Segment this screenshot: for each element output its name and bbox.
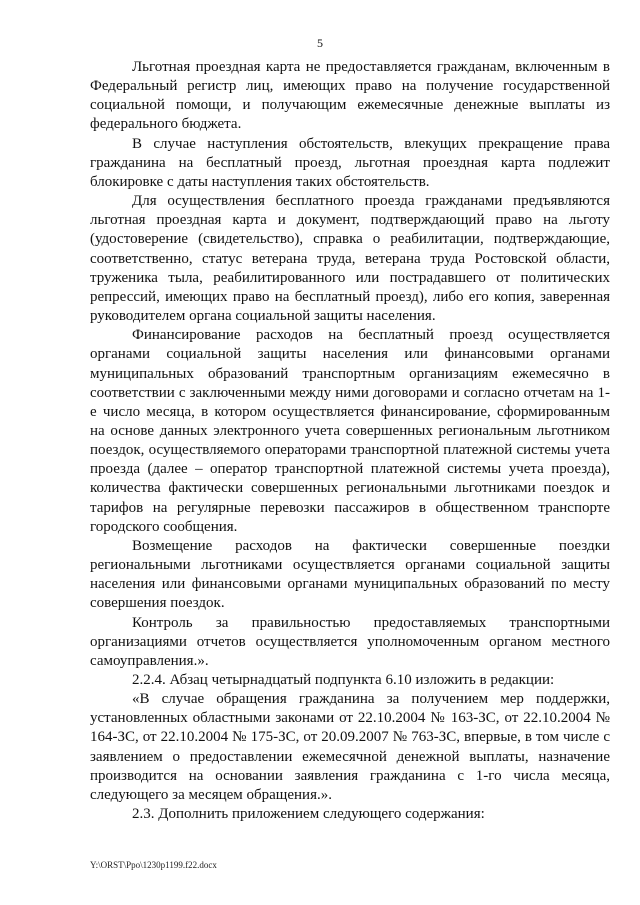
footer-file-path: Y:\ORST\Ppo\1230p1199.f22.docx bbox=[90, 860, 217, 870]
paragraph: Финансирование расходов на бесплатный проезд осуществляется органами социальной защиты населения или финансовыми органами муниципальных образований транспортным организациям ежемесячно в соответствии с заключенными между ними договорами и согласно отчетам на 1-е число месяца, в котором осуществляется финансирование, сформированным на основе данных электронного учета совершенных региональным льготником поездок, осуществляемого операторами транспортной платежной системы учета проезда (далее – оператор транспортной платежной системы учета проезда), количества фактически совершенных региональными льготниками поездок и тарифов на регулярные перевозки пассажиров в общественном транспорте городского сообщения. bbox=[90, 327, 610, 535]
paragraph: Контроль за правильностью предоставляемых транспортными организациями отчетов осуществляется уполномоченным органом местного самоуправления.». bbox=[90, 614, 610, 669]
paragraph: Льготная проездная карта не предоставляется гражданам, включенным в Федеральный регистр лиц, имеющих право на получение государственной социальной помощи, и получающим ежемесячные денежные выплаты из федерального бюджета. bbox=[90, 59, 610, 133]
paragraph: «В случае обращения гражданина за получением мер поддержки, установленных областными законами от 22.10.2004 № 163-ЗС, от 22.10.2004 № 164-ЗС, от 22.10.2004 № 175-ЗС, от 20.09.2007 № 763-ЗС, впервые, в том числе с заявлением о предоставлении ежемесячной денежной выплаты, назначение производится на основании заявления гражданина с 1-го числа месяца, следующего за месяцем обращения.». bbox=[90, 691, 610, 803]
page-number: 5 bbox=[317, 36, 323, 50]
paragraph: 2.3. Дополнить приложением следующего содержания: bbox=[132, 806, 485, 823]
paragraph: 2.2.4. Абзац четырнадцатый подпункта 6.10 изложить в редакции: bbox=[132, 672, 555, 688]
document-body bbox=[90, 58, 610, 824]
paragraph: В случае наступления обстоятельств, влекущих прекращение права гражданина на бесплатный проезд, льготная проездная карта подлежит блокировке с даты наступления таких обстоятельств. bbox=[90, 135, 610, 190]
paragraph: Для осуществления бесплатного проезда гражданами предъявляются льготная проездная карта и документ, подтверждающий право на льготу (удостоверение (свидетельство), справка о реабилитации, подтверждающие, соответственно, статус ветерана труда, ветерана труда Ростовской области, труженика тыла, реабилитированного или пострадавшего от политических репрессий, имеющих право на бесплатный проезд), либо его копия, заверенная руководителем органа социальной защиты населения. bbox=[90, 193, 610, 325]
paragraph: Возмещение расходов на фактически совершенные поездки региональными льготниками осуществляется органами социальной защиты населения или финансовыми органами муниципальных образований по месту совершения поездок. bbox=[90, 537, 610, 612]
